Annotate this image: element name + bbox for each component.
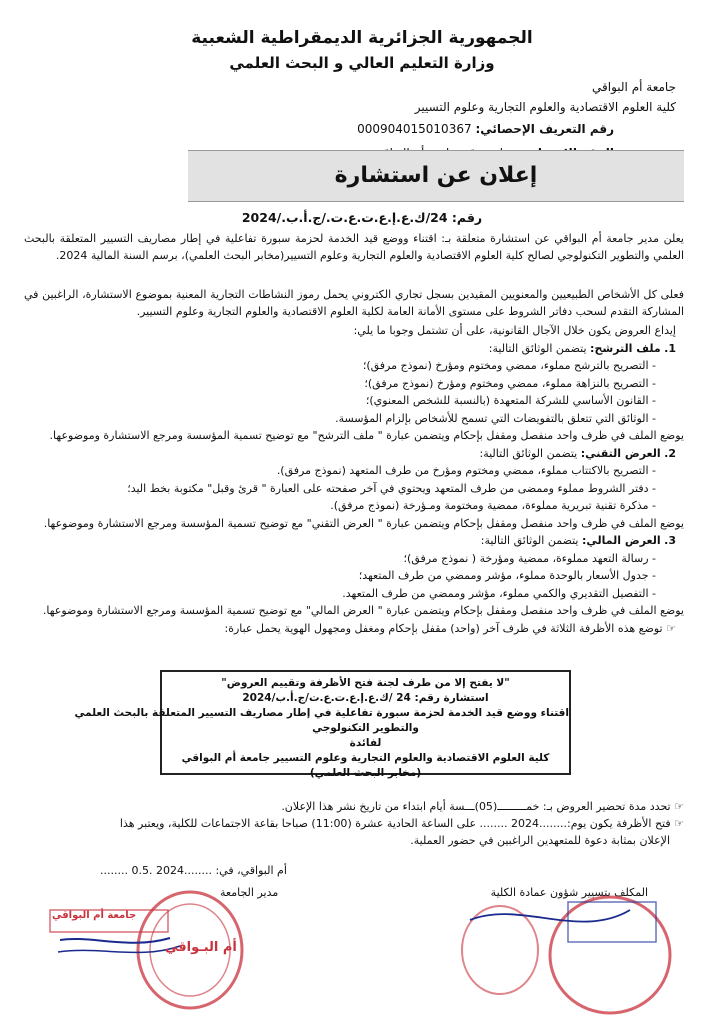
envelope-line: كلية العلوم الاقتصادية والعلوم التجارية وعلوم التسيير جامعة أم البواقي xyxy=(181,752,550,764)
section-1-title: 1. ملف الترشح: يتضمن الوثائق التالية: xyxy=(488,341,676,355)
section-1-item: - الوثائق التي تتعلق بالتفويضات التي تسمح للأشخاص بإلزام المؤسسة. xyxy=(335,411,656,425)
pointer-icon: ☞ xyxy=(674,817,684,830)
ministry-heading: وزارة التعليم العالي و البحث العلمي xyxy=(229,54,495,72)
pointer-icon: ☞ xyxy=(674,800,684,813)
dean-stamp xyxy=(460,880,690,1020)
faculty-name: كلية العلوم الاقتصادية والعلوم التجارية وعلوم التسيير xyxy=(414,100,676,114)
section-2-closing: يوضع الملف في ظرف واحد منفصل ومقفل بإحكام ويتضمن عبارة " العرض التقني" مع توضيح تسمية المؤسسة ومرجع الاستشارة وموضوعها. xyxy=(43,516,684,530)
envelope-line: اقتناء ووضع قيد الخدمة لحزمة سبورة تفاعلية في إطار مصاريف التسيير المتعلقة بالبحث العلمي xyxy=(74,707,569,719)
section-2-item: - دفتر الشروط مملوء وممضى من طرف المتعهد ويحتوي في آخر صفحته على العبارة " قرئ وقبل" مكتوبة بخط اليد؛ xyxy=(127,481,656,495)
invite-paragraph: فعلى كل الأشخاص الطبيعيين والمعنويين المقيدين بسجل تجاري الكتروني يحمل رموز النشاطات التجارية المعنية بموضوع الاستشارة، الراغبين في المشاركة التقدم لسحب دفاتر الشروط على مستوى الأمانة العامة لكلية العلوم الاقتصادية والعلوم التجارية وعلوم التسيير. xyxy=(24,288,684,318)
section-3-item: - جدول الأسعار بالوحدة مملوء، مؤشر وممضي من طرف المتعهد؛ xyxy=(358,569,656,582)
envelope-line: لفائدة xyxy=(349,737,382,749)
envelope-line: "لا يفتح إلا من طرف لجنة فتح الأظرفة وتقييم العروض" xyxy=(221,677,510,689)
requirements-list xyxy=(24,322,684,637)
intro-paragraph: يعلن مدير جامعة أم البواقي عن استشارة متعلقة بـ: اقتناء ووضع قيد الخدمة لحزمة سبورة تفاعلية في إطار مصاريف التسيير المتعلقة بالبحث العلمي والتطوير التكنولوجي لصالح كلية العلوم الاقتصادية والعلوم التجارية وعلوم التسيير(مخابر البحث العلمي)، برسم السنة المالية 2024. xyxy=(24,232,684,262)
section-1-item: - القانون الأساسي للشركة المتعهدة (بالنسبة للشخص المعنوي)؛ xyxy=(365,394,656,407)
rector-stamp-text: أم البـواقي xyxy=(165,940,237,955)
envelope-line: (مخابر البحث العلمي) xyxy=(309,767,422,779)
envelope-note: ☞ توضع هذه الأظرفة الثلاثة في ظرف آخر (واحد) مقفل بإحكام ومغفل ومجهول الهوية يحمل عبارة: xyxy=(224,621,676,635)
pointer-icon: ☞ xyxy=(666,621,676,635)
opening-line-2: الإعلان بمثابة دعوة للمتعهدين الراغبين في حضور العملية. xyxy=(410,834,670,847)
section-2-item: - مذكرة تقنية تبريرية مملوءة، ممضية ومختومة ومـؤرخة (نموذج مرفق). xyxy=(330,499,656,512)
section-3-title: 3. العرض المالي: يتضمن الوثائق التالية: xyxy=(480,534,676,547)
university-name: جامعة أم البواقي xyxy=(592,80,676,94)
director-signature: مدير الجامعة xyxy=(220,886,279,899)
stat-id-value: 000904015010367 xyxy=(357,122,472,136)
reference-number: رقم: 24/ك.ع.إ.ع.ت.ع.ت./ج.أ.ب./2024 xyxy=(241,210,483,225)
opening-line: ☞ فتح الأظرفة يكون يوم:........2024 ........ على الساعة الحادية عشرة (11:00) صباحا بقاعة الاجتماعات للكلية، ويعتبر هذا xyxy=(119,817,684,830)
announcement-title: إعلان عن استشارة xyxy=(188,150,684,202)
duration-line: ☞ تحدد مدة تحضير العروض بـ: خمـــــــــ(05)ـــسة أيام ابتداء من تاريخ نشر هذا الإعلان. xyxy=(281,800,684,813)
univ-stamp-text: جامعة أم البواقي xyxy=(52,910,137,921)
section-3-item: - التفصيل التقديري والكمي مملوء، مؤشر وممضي من طرف المتعهد. xyxy=(342,586,656,600)
footer-notes xyxy=(24,798,684,849)
envelope-line: استشارة رقم: 24 /ك.ع.إ.ع.ت.ع.ت/ج.أ.ب/2024 xyxy=(242,692,489,704)
place-date: أم البواقي، في: ........2024 .0.5 ........ xyxy=(100,864,287,877)
envelope-line: والتطوير التكنولوجي xyxy=(312,722,419,734)
stat-id xyxy=(357,122,614,136)
section-1-item: - التصريح بالترشح مملوء، ممضي ومختوم ومؤرخ (نموذج مرفق)؛ xyxy=(362,359,656,372)
section-2-title: 2. العرض التقني: يتضمن الوثائق التالية: xyxy=(479,446,676,460)
deposit-line: إيداع العروض يكون خلال الآجال القانونية، على أن تشتمل وجوبا ما يلي: xyxy=(353,324,676,337)
dean-office-signature: المكلف بتسيير شؤون عمادة الكلية xyxy=(490,886,648,899)
section-3-closing: يوضع الملف في ظرف واحد منفصل ومقفل بإحكام ويتضمن عبارة " العرض المالي" مع توضيح تسمية المؤسسة ومرجع الاستشارة وموضوعها. xyxy=(42,604,684,617)
section-1-closing: يوضع الملف في ظرف واحد منفصل ومقفل بإحكام ويتضمن عبارة " ملف الترشح" مع توضيح تسمية المؤسسة ومرجع الاستشارة وموضوعها. xyxy=(49,429,684,442)
republic-heading: الجمهورية الجزائرية الديمقراطية الشعبية xyxy=(191,28,533,48)
envelope-label-box xyxy=(74,670,571,779)
section-1-item: - التصريح بالنزاهة مملوء، ممضي ومختوم ومؤرخ (نموذج مرفق)؛ xyxy=(364,376,656,390)
section-3-item: - رسالة التعهد مملوءة، ممضية ومؤرخة ( نموذج مرفق)؛ xyxy=(403,551,656,565)
section-2-item: - التصريح بالاكتتاب مملوء، ممضي ومختوم ومؤرخ من طرف المتعهد (نموذج مرفق). xyxy=(276,464,656,477)
stat-id-label: رقم التعريف الإحصائي: xyxy=(475,122,614,136)
